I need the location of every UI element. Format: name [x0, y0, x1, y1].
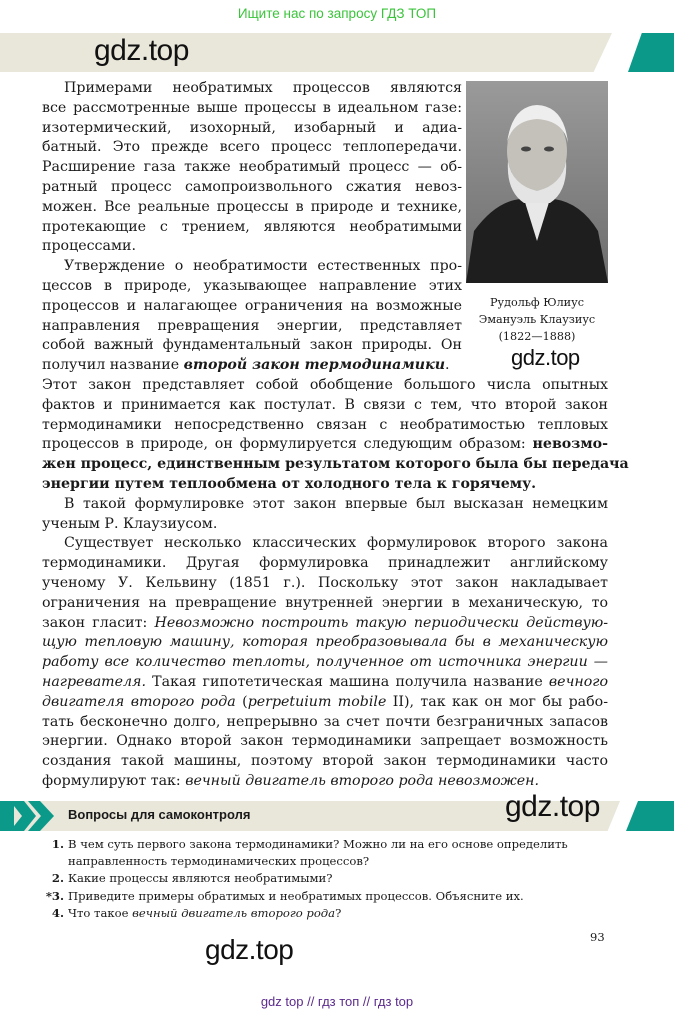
question-number: 4.	[51, 905, 64, 920]
text-segment: Какие процессы являются необратимыми?	[68, 871, 333, 886]
text-segment: Существует несколько классических формулировок второго закона	[64, 535, 608, 552]
text-segment: вечный двигатель второго рода невозможен.	[185, 772, 539, 789]
text-line	[42, 178, 462, 198]
text-line	[42, 614, 608, 634]
text-line	[42, 594, 608, 614]
text-segment: Примерами необратимых процессов являются	[64, 80, 462, 96]
text-segment: процессами.	[42, 238, 136, 255]
header-band	[0, 33, 612, 72]
text-segment: вечного	[548, 673, 608, 690]
text-segment: ученому У. Кельвину (1851 г.). Поскольку этот закон накладывает	[42, 574, 608, 591]
text-segment: все рассмотренные выше процессы в идеальном газе:	[42, 99, 462, 116]
text-segment: тать бесконечно долго, непрерывно за счет почти безграничных запасов	[42, 713, 608, 730]
text-segment: получил название	[42, 357, 184, 374]
text-segment: Что такое	[68, 905, 133, 920]
text-line	[42, 277, 462, 297]
text-segment: щую тепловую машину, которая преобразовывала бы в механическую	[42, 634, 608, 651]
text-segment: ограничения на превращение внутренней энергии в механическую, то	[42, 594, 608, 611]
text-segment: протекающие с трением, являются необратимыми	[42, 218, 462, 235]
question-text	[68, 836, 568, 853]
text-segment: Утверждение о необратимости естественных про-	[64, 258, 462, 275]
text-segment: двигателя второго рода	[42, 693, 236, 710]
caption-line: Эмануэль Клаузиус	[478, 313, 596, 326]
question-item	[36, 870, 568, 887]
text-segment: perpetuium mobile	[247, 693, 387, 710]
text-line	[42, 693, 608, 713]
text-segment: Этот закон представляет собой обобщение большого числа опытных	[42, 376, 608, 393]
text-segment: .	[445, 357, 450, 374]
text-segment: Приведите примеры обратимых и необратимых процессов. Объясните их.	[68, 888, 524, 903]
text-segment: изотермический, изохорный, изобарный и адиа-	[42, 119, 462, 136]
caption-line: Рудольф Юлиус	[489, 296, 584, 309]
footer-links[interactable]: gdz top // гдз топ // гдз top	[260, 994, 414, 1009]
text-segment: батный. Это прежде всего процесс теплопередачи.	[42, 139, 462, 156]
text-line	[42, 138, 462, 158]
question-item	[36, 853, 568, 870]
question-item	[36, 905, 568, 922]
text-segment: термодинамики непосредственно связан с необратимостью тепловых	[42, 416, 608, 433]
chevron-icon	[0, 801, 64, 831]
text-segment: ученым Р. Клаузиусом.	[42, 515, 218, 532]
text-segment: формулируют так:	[42, 772, 186, 789]
text-line	[42, 455, 629, 475]
question-item	[36, 836, 568, 853]
top-search-banner[interactable]: Ищите нас по запросу ГДЗ ТОП	[237, 6, 437, 21]
question-number: *3.	[45, 888, 64, 903]
text-segment: В чем суть первого закона термодинамики? Можно ли на его основе определить	[68, 837, 568, 851]
text-line	[42, 356, 462, 376]
text-line	[42, 317, 462, 337]
text-line	[42, 534, 608, 554]
questions-list	[36, 836, 568, 922]
text-segment: Такая гипотетическая машина получила название	[145, 673, 549, 690]
text-segment: ратный процесс самопроизвольного сжатия невоз-	[42, 178, 462, 195]
text-segment: направления превращения энергии, представляет	[42, 317, 462, 334]
text-line	[42, 237, 462, 257]
watermark: gdz.top	[511, 345, 580, 370]
question-number: 1.	[51, 837, 64, 851]
text-segment: вечный двигатель второго рода	[132, 905, 336, 920]
text-segment: Расширение газа также необратимый процесс — об-	[42, 159, 462, 176]
text-segment: ?	[335, 905, 342, 920]
question-text	[68, 888, 524, 905]
text-segment: невозмо-	[532, 436, 608, 453]
text-line	[42, 574, 608, 594]
text-line	[42, 435, 608, 455]
text-segment: закон гласит:	[42, 614, 155, 631]
text-line	[42, 198, 462, 218]
text-segment: можен. Все реальные процессы в природе и технике,	[42, 198, 462, 215]
portrait-caption	[466, 294, 608, 345]
text-segment: второй закон термодинамики	[183, 357, 446, 374]
text-line	[42, 158, 462, 178]
text-line	[42, 515, 608, 535]
header-teal-accent	[628, 33, 674, 72]
text-segment: энергии путем теплообмена от холодного тела к горячему.	[42, 475, 537, 492]
question-number: 2.	[51, 871, 64, 886]
text-line	[42, 257, 462, 277]
watermark: gdz.top	[94, 34, 189, 67]
text-segment: направленность термодинамических процессов?	[68, 854, 370, 869]
text-segment: В такой формулировке этот закон впервые был высказан немецким	[64, 495, 608, 512]
text-segment: Невозможно построить такую периодически действую-	[154, 614, 608, 631]
text-line	[42, 554, 608, 574]
caption-line: (1822—1888)	[498, 330, 576, 343]
text-segment: нагревателя.	[42, 673, 146, 690]
text-segment: создания такой машины, поэтому второй закон термодинамики часто	[42, 753, 608, 770]
text-line	[42, 752, 608, 772]
text-line	[42, 416, 608, 436]
text-line	[42, 336, 462, 356]
watermark: gdz.top	[205, 934, 294, 965]
portrait-photo	[466, 81, 608, 283]
question-number	[36, 853, 68, 870]
text-line	[42, 79, 462, 99]
page-number: 93	[590, 930, 605, 944]
text-segment: процессов и налагающее ограничения на возможные	[42, 297, 462, 314]
text-line	[42, 396, 608, 416]
text-segment: работу все количество теплоты, полученное от источника энергии —	[42, 654, 608, 671]
question-text	[68, 853, 369, 870]
text-line	[42, 772, 608, 792]
text-segment: собой важный фундаментальный закон природы. Он	[42, 337, 462, 354]
text-segment: цессов в природе, указывающее направление этих	[42, 277, 462, 294]
watermark: gdz.top	[505, 790, 600, 823]
questions-title: Вопросы для самоконтроля	[68, 807, 251, 822]
text-segment: II), так как он мог бы рабо-	[386, 693, 608, 710]
text-line	[42, 495, 608, 515]
text-line	[42, 119, 462, 139]
text-line	[42, 99, 462, 119]
text-line	[42, 633, 608, 653]
text-segment: (	[235, 693, 248, 710]
text-segment: термодинамики. Другая формулировка принадлежит английскому	[42, 555, 608, 572]
text-segment: процессов в природе, он формулируется следующим образом:	[42, 436, 533, 453]
question-text	[68, 905, 341, 922]
text-line	[42, 218, 462, 238]
question-text	[68, 870, 333, 887]
text-line	[42, 673, 608, 693]
text-line	[42, 713, 608, 733]
text-segment: фактов и принимается как постулат. В связи с тем, что второй закон	[42, 396, 608, 413]
question-item	[36, 888, 568, 905]
questions-teal-accent	[626, 801, 674, 831]
text-line	[42, 653, 608, 673]
text-line	[42, 376, 608, 396]
text-segment: жен процесс, единственным результатом которого была бы передача	[42, 456, 629, 473]
text-line	[42, 297, 462, 317]
text-line	[42, 475, 608, 495]
text-segment: энергии. Однако второй закон термодинамики запрещает возможность	[42, 733, 608, 750]
text-line	[42, 732, 608, 752]
